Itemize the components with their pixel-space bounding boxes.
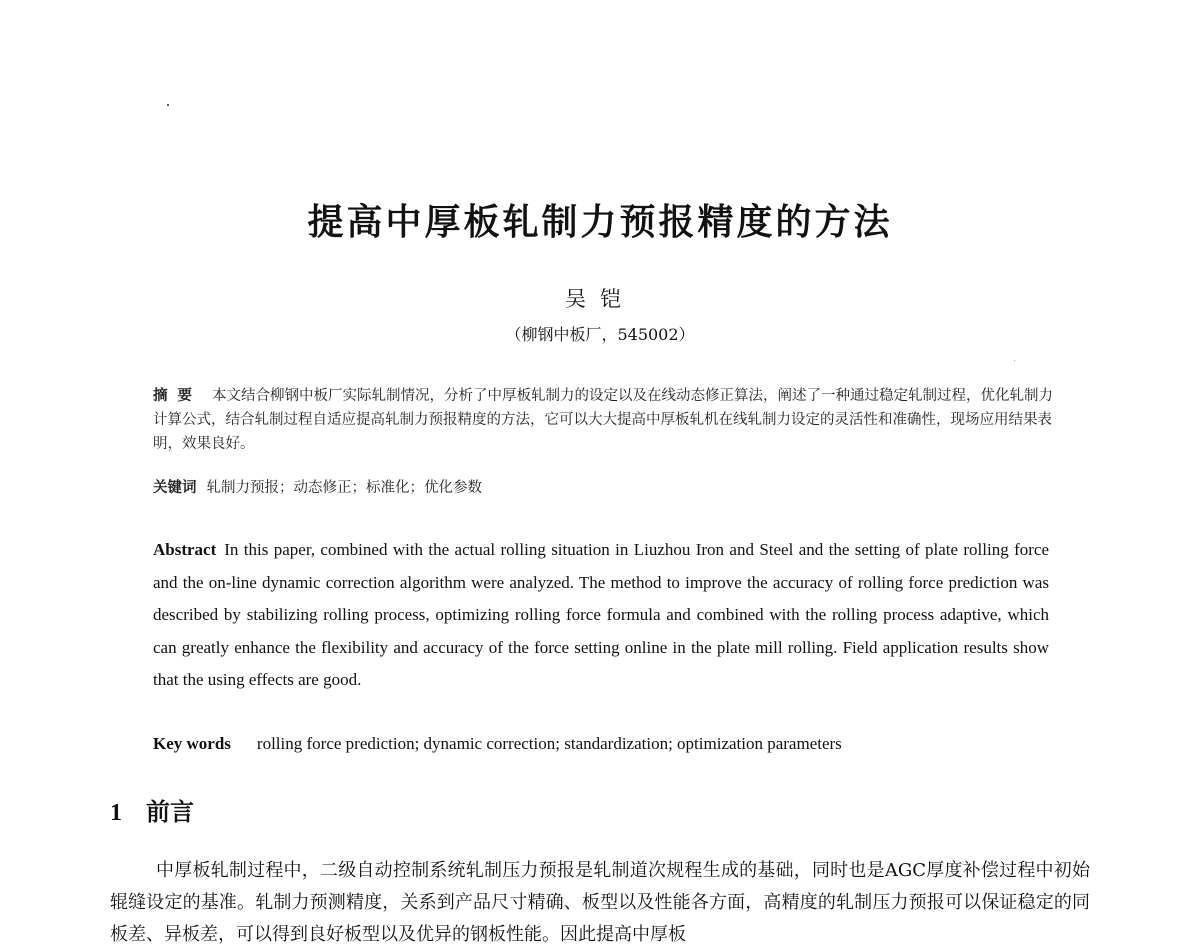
- chinese-keywords: [153, 476, 1053, 500]
- english-abstract: [153, 534, 1049, 697]
- body-paragraph: 中厚板轧制过程中，二级自动控制系统轧制压力预报是轧制道次规程生成的基础，同时也是AGC厚度补偿过程中初始辊缝设定的基准。轧制力预测精度，关系到产品尺寸精确、板型以及性能各方面，高精度的轧制压力预报可以保证稳定的同板差、异板差，可以得到良好板型以及优异的钢板性能。因此提高中厚板: [110, 860, 1090, 945]
- english-keywords-text: rolling force prediction; dynamic correction; standardization; optimization parameters: [256, 734, 842, 753]
- section-number: 1: [110, 800, 122, 826]
- chinese-keywords-label: 关键词: [153, 479, 197, 496]
- chinese-keywords-text: 轧制力预报；动态修正；标准化；优化参数: [206, 480, 482, 496]
- author-affiliation: （柳钢中板厂，545002）: [505, 325, 695, 344]
- chinese-abstract: [153, 384, 1053, 456]
- chinese-abstract-label: 摘要: [153, 387, 202, 404]
- english-keywords: [153, 730, 1053, 758]
- paper-title: 提高中厚板轧制力预报精度的方法: [307, 202, 893, 243]
- section-heading: [110, 792, 194, 827]
- english-abstract-label: Abstract: [153, 540, 217, 559]
- english-abstract-text: In this paper, combined with the actual rolling situation in Liuzhou Iron and Steel and the setting of plate rolling force and the on-line dynamic correction algorithm were analyzed. The method to improve the accuracy of rolling force prediction was described by stabilizing rolling process, optimizing rolling force formula and combined with the rolling process adaptive, which can greatly enhance the flexibility and accuracy of the force setting online in the plate mill rolling. Field application results show that the using effects are good.: [153, 540, 1049, 689]
- scan-speck: [1014, 360, 1015, 361]
- english-keywords-label: Key words: [153, 734, 231, 753]
- section-title: 前言: [146, 798, 194, 826]
- chinese-abstract-text: 本文结合柳钢中板厂实际轧制情况，分析了中厚板轧制力的设定以及在线动态修正算法，阐述了一种通过稳定轧制过程，优化轧制力计算公式，结合轧制过程自适应提高轧制力预报精度的方法，它可以大大提高中厚板轧机在线轧制力设定的灵活性和准确性，现场应用结果表明，效果良好。: [153, 388, 1053, 452]
- scan-speck: [167, 104, 169, 106]
- author-name: 吴铠: [565, 287, 635, 311]
